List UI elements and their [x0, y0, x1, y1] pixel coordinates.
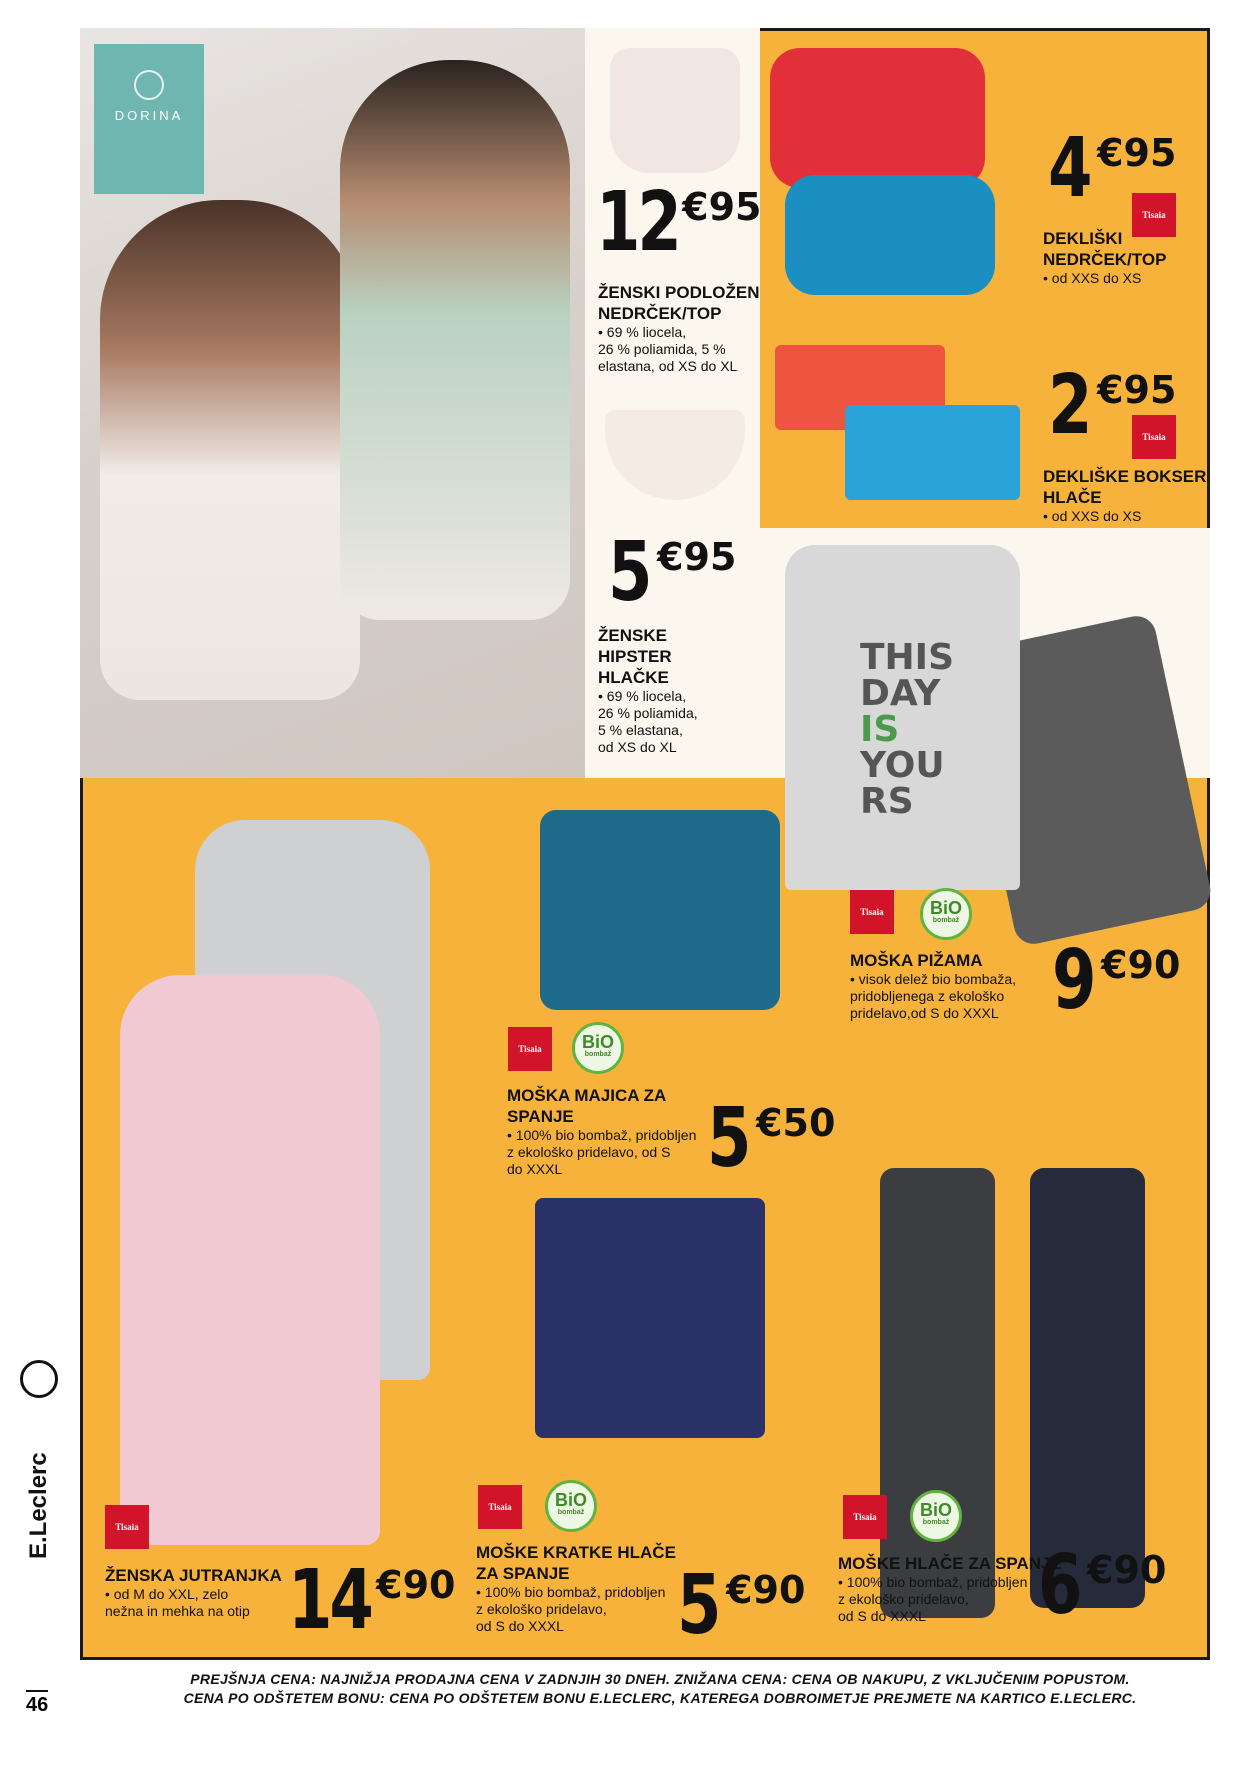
price-tshirt	[707, 1091, 836, 1186]
tisaia-logo-icon: Tisaia	[850, 890, 894, 934]
price-integer: 5	[677, 1558, 719, 1653]
product-desc: pridelavo,od S do XXXL	[850, 1005, 999, 1021]
print-line: IS	[860, 709, 900, 750]
product-desc: • 69 % liocela,	[598, 324, 687, 340]
product-boxer-girls	[1043, 466, 1206, 525]
product-bra-women	[598, 282, 760, 375]
product-desc: od S do XXXL	[476, 1618, 564, 1634]
product-desc: 5 % elastana,	[598, 722, 683, 738]
product-title: MOŠKA PIŽAMA	[850, 951, 983, 970]
price-bra-women	[596, 175, 762, 270]
blue-boxer-image	[845, 405, 1020, 500]
bio-cotton-icon	[920, 888, 972, 940]
product-title: MOŠKE HLAČE ZA SPANJE	[838, 1554, 1062, 1573]
product-desc: z ekološko pridelavo, od S	[507, 1144, 671, 1160]
price-integer: 9	[1052, 933, 1094, 1028]
product-desc: • 100% bio bombaž, pridobljen	[476, 1584, 666, 1600]
product-desc: • 100% bio bombaž, pridobljen	[838, 1574, 1028, 1590]
price-cents: €95	[682, 185, 762, 229]
tisaia-logo-icon: Tisaia	[105, 1505, 149, 1549]
product-desc: 26 % poliamida,	[598, 705, 698, 721]
price-cents: €95	[1097, 131, 1177, 175]
price-robe	[288, 1553, 456, 1648]
product-desc: • od XXS do XS	[1043, 508, 1142, 524]
product-desc: • visok delež bio bombaža,	[850, 971, 1016, 987]
price-cents: €50	[756, 1101, 836, 1145]
product-title: DEKLIŠKE BOKSER	[1043, 467, 1207, 486]
bio-cotton-icon	[910, 1490, 962, 1542]
product-robe	[105, 1565, 282, 1620]
pajama-print	[860, 637, 955, 822]
tisaia-logo-icon: Tisaia	[478, 1485, 522, 1529]
product-desc: • 69 % liocela,	[598, 688, 687, 704]
product-desc: z ekološko pridelavo,	[838, 1591, 969, 1607]
product-title: MOŠKA MAJICA ZA	[507, 1086, 667, 1105]
product-title: ŽENSKI PODLOŽEN	[598, 283, 760, 302]
disclaimer-line: CENA PO ODŠTETEM BONU: CENA PO ODŠTETEM BONU E.LECLERC, KATEREGA DOBROIMETJE PREJMETE NA KARTICO E.LECLERC.	[183, 1690, 1137, 1706]
grey-pants-image	[880, 1168, 995, 1618]
product-desc: z ekološko pridelavo,	[476, 1601, 607, 1617]
product-title: HIPSTER	[598, 647, 672, 666]
bio-label: BiO	[554, 1490, 587, 1510]
product-title: ŽENSKE	[598, 626, 667, 645]
price-pants	[1038, 1538, 1167, 1633]
bio-sublabel: bombaž	[557, 1509, 585, 1516]
product-bra-girls	[1043, 228, 1166, 287]
price-hipster	[608, 525, 737, 620]
price-integer: 5	[707, 1091, 749, 1186]
leclerc-emblem-icon	[20, 1360, 58, 1398]
navy-shorts-image	[535, 1198, 765, 1438]
product-desc: elastana, od XS do XL	[598, 358, 738, 374]
price-integer: 14	[288, 1553, 371, 1648]
print-line: DAY	[860, 673, 941, 714]
product-title: HLAČKE	[598, 668, 669, 687]
product-desc: 26 % poliamida, 5 %	[598, 341, 726, 357]
print-line: THIS	[860, 637, 955, 678]
price-integer: 6	[1038, 1538, 1080, 1633]
price-cents: €90	[1087, 1548, 1167, 1592]
pink-robe-image	[120, 975, 380, 1545]
bio-label: BiO	[919, 1500, 952, 1520]
brand-logo	[94, 44, 204, 194]
bio-label: BiO	[929, 898, 962, 918]
blue-bra-image	[785, 175, 995, 295]
product-title: HLAČE	[1043, 488, 1102, 507]
bio-label: BiO	[581, 1032, 614, 1052]
white-bra-image	[610, 48, 740, 173]
red-bra-image	[770, 48, 985, 188]
bio-cotton-icon	[572, 1022, 624, 1074]
product-desc: nežna in mehka na otip	[105, 1603, 250, 1619]
bio-cotton-icon	[545, 1480, 597, 1532]
tisaia-logo-icon: Tisaia	[1132, 193, 1176, 237]
blue-tshirt-image	[540, 810, 780, 1010]
price-cents: €90	[376, 1563, 456, 1607]
product-desc: od S do XXXL	[838, 1608, 926, 1624]
model-left	[100, 200, 360, 700]
page-number: 46	[26, 1690, 48, 1717]
price-pajama	[1052, 933, 1181, 1028]
model-right	[340, 60, 570, 620]
product-desc: • 100% bio bombaž, pridobljen	[507, 1127, 697, 1143]
product-pants	[838, 1553, 1062, 1625]
product-title: NEDRČEK/TOP	[1043, 250, 1167, 269]
product-title: MOŠKE KRATKE HLAČE	[476, 1543, 676, 1562]
print-line: YOU	[860, 745, 945, 786]
price-integer: 4	[1048, 121, 1090, 216]
product-desc: od XS do XL	[598, 739, 677, 755]
product-pajama	[850, 950, 1016, 1022]
product-desc: • od M do XXL, zelo	[105, 1586, 229, 1602]
tisaia-logo-icon: Tisaia	[508, 1027, 552, 1071]
bio-sublabel: bombaž	[584, 1051, 612, 1058]
price-cents: €90	[1101, 943, 1181, 987]
price-cents: €95	[657, 535, 737, 579]
bio-sublabel: bombaž	[932, 917, 960, 924]
leclerc-logo	[18, 1360, 62, 1559]
product-desc: • od XXS do XS	[1043, 270, 1142, 286]
product-desc: pridobljenega z ekološko	[850, 988, 1005, 1004]
product-title: ZA SPANJE	[476, 1564, 570, 1583]
product-hipster	[598, 625, 698, 756]
tisaia-logo-icon: Tisaia	[843, 1495, 887, 1539]
price-cents: €90	[726, 1568, 806, 1612]
tisaia-logo-icon: Tisaia	[1132, 415, 1176, 459]
product-tshirt	[507, 1085, 696, 1178]
product-title: ŽENSKA JUTRANJKA	[105, 1566, 282, 1585]
brand-name: DORINA	[114, 108, 184, 123]
price-integer: 12	[596, 175, 679, 270]
product-desc: do XXXL	[507, 1161, 563, 1177]
price-integer: 2	[1048, 358, 1090, 453]
brand-emblem-icon	[134, 70, 164, 100]
price-shorts	[677, 1558, 806, 1653]
disclaimer-line: PREJŠNJA CENA: NAJNIŽJA PRODAJNA CENA V ZADNJIH 30 DNEH. ZNIŽANA CENA: CENA OB NAKUPU, Z VKLJUČENIM POPUSTOM.	[190, 1671, 1130, 1687]
product-shorts	[476, 1542, 676, 1635]
product-title: DEKLIŠKI	[1043, 229, 1123, 248]
leclerc-wordmark: E.Leclerc	[25, 1452, 52, 1559]
price-disclaimer	[100, 1670, 1220, 1708]
price-integer: 5	[608, 525, 650, 620]
print-line: RS	[860, 781, 914, 822]
price-cents: €95	[1097, 368, 1177, 412]
product-title: SPANJE	[507, 1107, 574, 1126]
product-title: NEDRČEK/TOP	[598, 304, 722, 323]
bio-sublabel: bombaž	[922, 1519, 950, 1526]
